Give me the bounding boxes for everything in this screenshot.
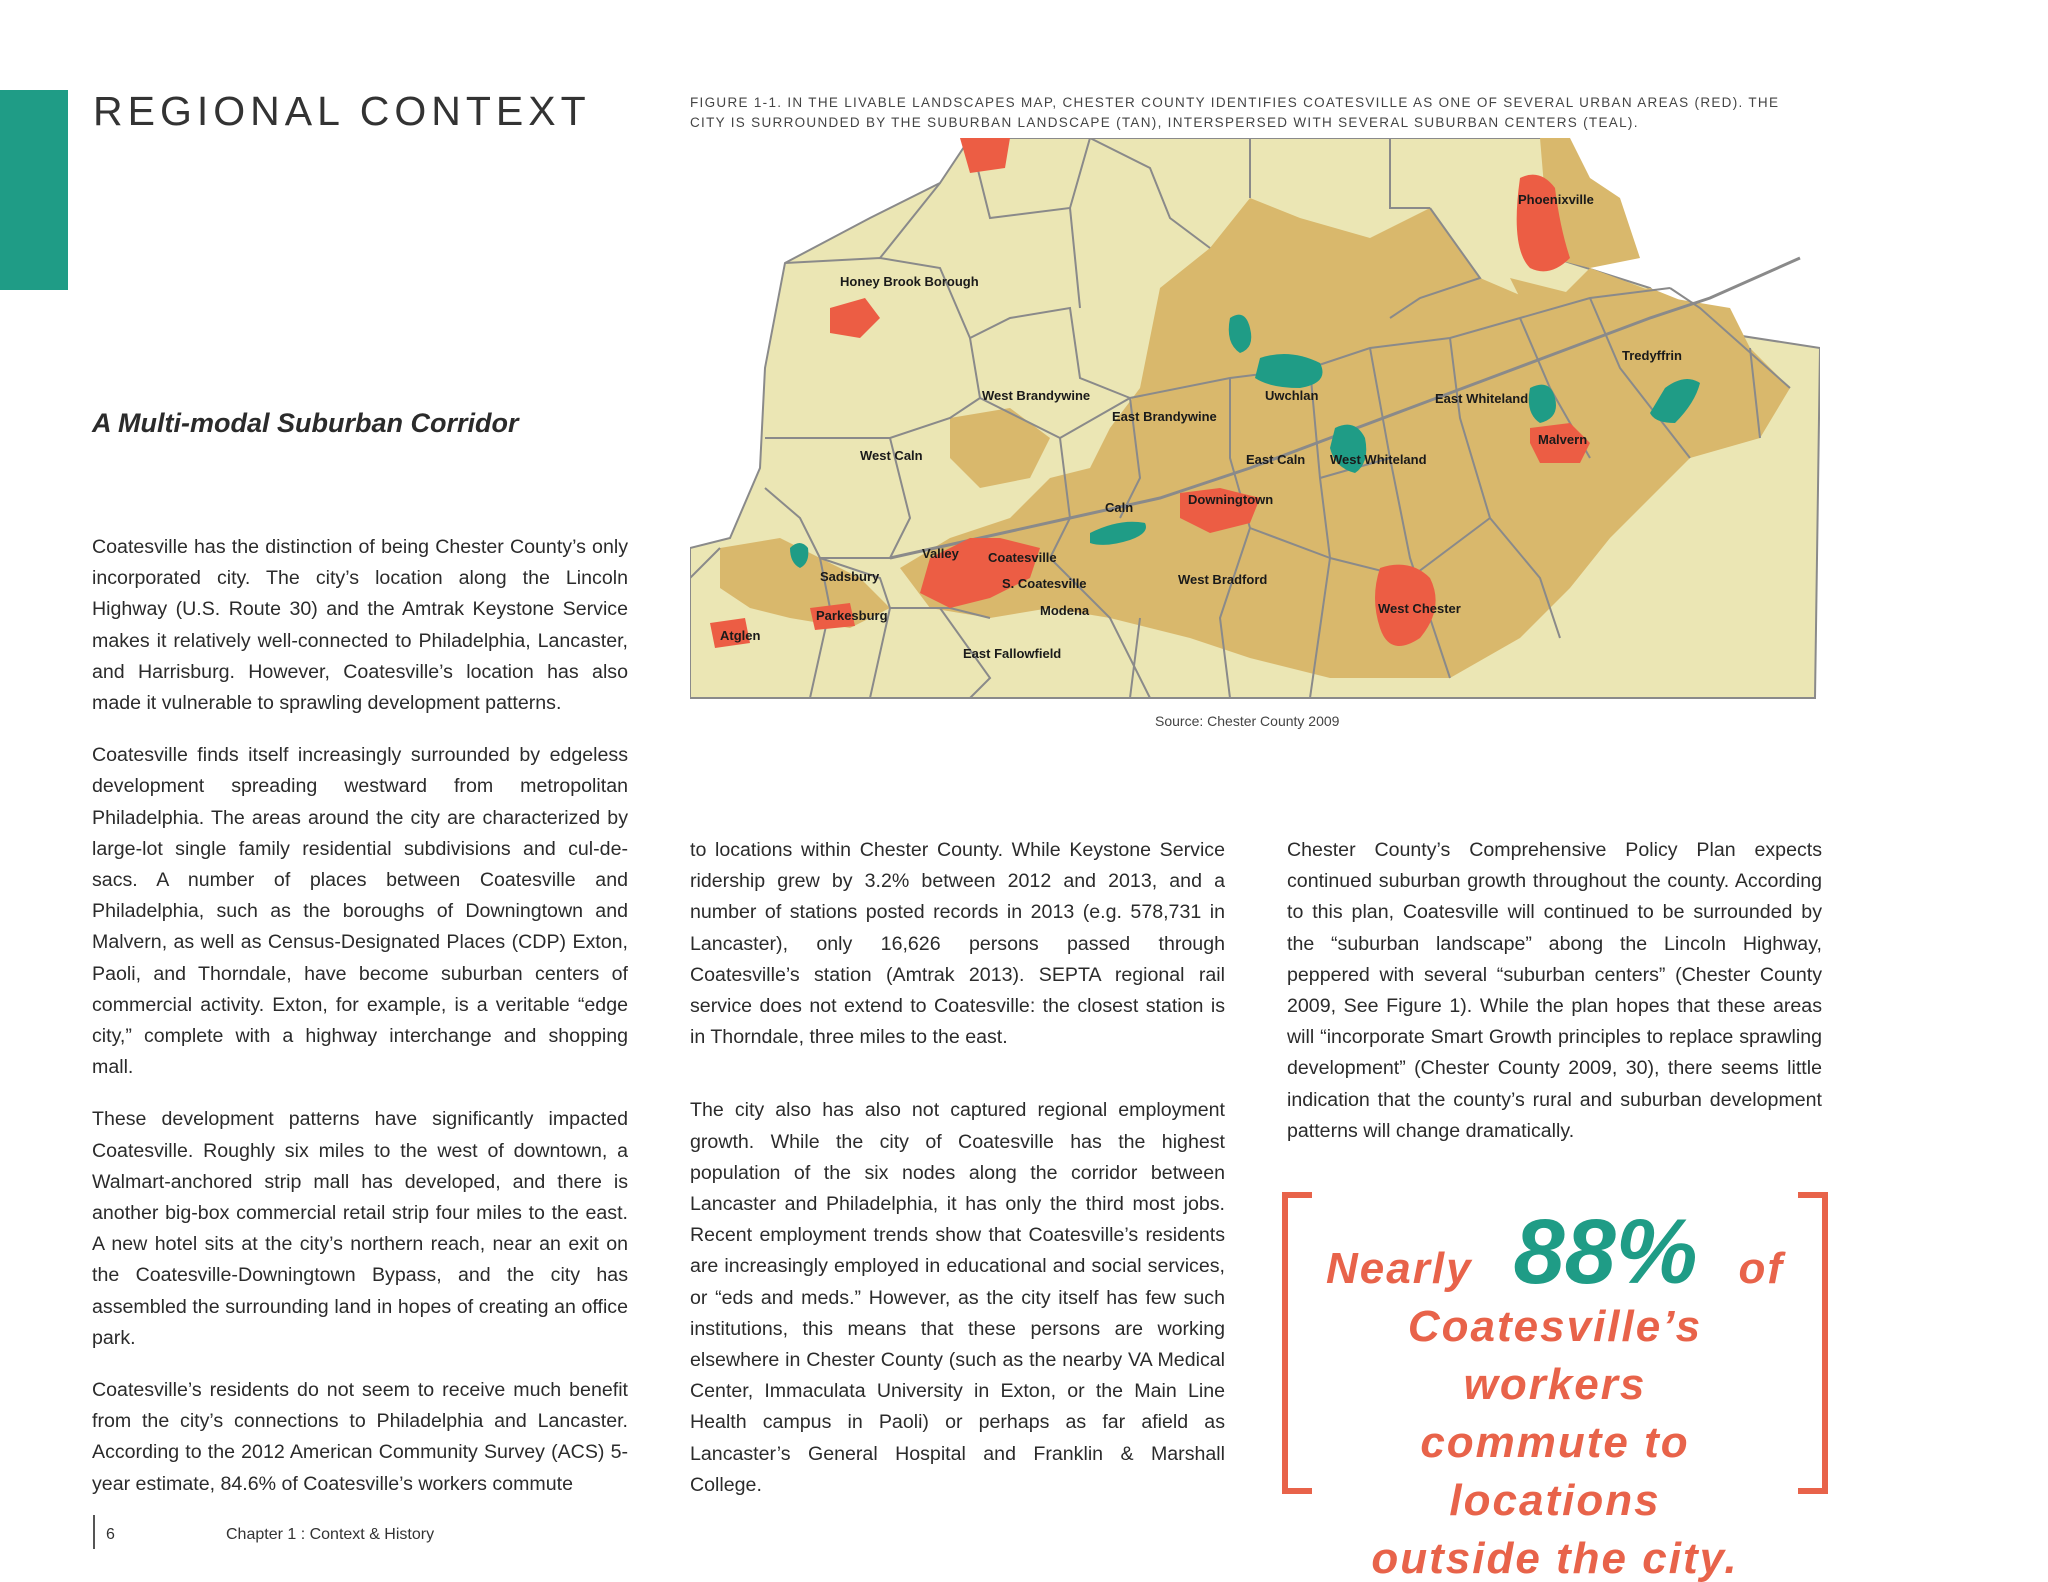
- svg-text:Parkesburg: [816, 608, 888, 623]
- pull-quote-text: [1318, 1201, 1792, 1582]
- svg-text:East Whiteland: [1435, 391, 1528, 406]
- footer-rule: [93, 1515, 95, 1549]
- map-label-west-chester: West Chester: [1378, 601, 1461, 616]
- figure-source: Source: Chester County 2009: [1155, 713, 1340, 729]
- svg-text:Phoenixville: [1518, 192, 1594, 207]
- map-label-west-brandywine: West Brandywine: [982, 388, 1091, 403]
- figure-caption: FIGURE 1-1. IN THE LIVABLE LANDSCAPES MAP, CHESTER COUNTY IDENTIFIES COATESVILLE AS ONE OF SEVERAL URBAN AREAS (RED). THE CITY IS SURROUNDED BY THE SUBURBAN LANDSCAPE (TAN), INTERSPERSED WITH SEVERAL SUBURBAN CENTERS (TEAL).: [690, 95, 1780, 130]
- paragraph: These development patterns have significantly impacted Coatesville. Roughly six miles to the west of downtown, a Walmart-anchored strip mall has developed, and there is another big-box commercial retail strip four miles to the east. A new hotel sits at the city’s northern reach, near an exit on the Coatesville-Downingtown Bypass, and the city has assembled the surrounding land in hopes of creating an office park.: [92, 1108, 628, 1349]
- quote-line-4: outside the city.: [1371, 1534, 1739, 1582]
- map-label-west-caln: West Caln: [860, 448, 923, 463]
- svg-text:West Whiteland: [1330, 452, 1427, 467]
- page-number: 6: [106, 1526, 115, 1543]
- svg-text:West Brandywine: [982, 388, 1090, 403]
- map-label-east-brandywine: East Brandywine: [1112, 409, 1217, 424]
- map-label-west-bradford: West Bradford: [1178, 572, 1268, 587]
- body-column-3: [1287, 835, 1822, 1168]
- quote-line-2: Coatesville’s workers: [1407, 1302, 1703, 1409]
- map-label-atglen: Atglen: [720, 628, 761, 643]
- map-label-parkesburg: Parkesburg: [816, 608, 888, 623]
- section-subtitle: A Multi-modal Suburban Corridor: [92, 408, 519, 438]
- map-label-east-fallowfield: East Fallowfield: [963, 646, 1062, 661]
- svg-text:West Caln: [860, 448, 923, 463]
- livable-landscapes-map: [690, 138, 1820, 700]
- paragraph: Coatesville finds itself increasingly surrounded by edgeless development spreading westward from metropolitan Philadelphia. The areas around the city are characterized by large-lot single family residential subdivisions and cul-de-sacs. A number of places between Coatesville and Philadelphia, such as the boroughs of Downingtown and Malvern, as well as Census-Designated Places (CDP) Exton, Paoli, and Thorndale, have become suburban centers of commercial activity. Exton, for example, is a veritable “edge city,” complete with a highway interchange and shopping mall.: [92, 744, 628, 1079]
- quote-line-3: commute to locations: [1420, 1418, 1690, 1525]
- body-column-1: [92, 532, 628, 1521]
- map-label-uwchlan: Uwchlan: [1265, 388, 1319, 403]
- svg-text:Honey Brook Borough: [840, 274, 979, 289]
- svg-text:East Fallowfield: [963, 646, 1061, 661]
- map-label-east-caln: East Caln: [1246, 452, 1306, 467]
- svg-text:Coatesville: [988, 550, 1057, 565]
- quote-word-of: of: [1738, 1244, 1784, 1293]
- svg-text:West Bradford: [1178, 572, 1267, 587]
- map-label-s-coatesville: S. Coatesville: [1002, 576, 1087, 591]
- svg-text:West Chester: [1378, 601, 1461, 616]
- map-label-sadsbury: Sadsbury: [820, 569, 880, 584]
- paragraph: to locations within Chester County. While Keystone Service ridership grew by 3.2% between 2012 and 2013, and a number of stations posted records in 2013 (e.g. 578,731 in Lancaster), only 16,626 persons passed through Coatesville’s station (Amtrak 2013). SEPTA regional rail service does not extend to Coatesville: the closest station is in Thorndale, three miles to the east.: [690, 839, 1225, 1049]
- svg-text:Malvern: [1538, 432, 1587, 447]
- bracket-left-icon: [1282, 1192, 1312, 1494]
- map-label-honey-brook: Honey Brook Borough: [840, 274, 979, 289]
- paragraph: The city also has also not captured regional employment growth. While the city of Coatesville has the highest population of the six nodes along the corridor between Lancaster and Philadelphia, it has only the third most jobs. Recent employment trends show that Coatesville’s residents are increasingly employed in educational and social services, or “eds and meds.” However, as the city itself has few such institutions, this means that these persons are working elsewhere in Chester County (such as the nearby VA Medical Center, Immaculata University in Exton, or the Main Line Health campus in Paoli) or perhaps as far afield as Lancaster’s General Hospital and Franklin & Marshall College.: [690, 1099, 1225, 1496]
- svg-text:Tredyffrin: [1622, 348, 1682, 363]
- map-label-tredyffrin: Tredyffrin: [1622, 348, 1682, 363]
- svg-text:Modena: [1040, 603, 1090, 618]
- svg-text:Downingtown: [1188, 492, 1273, 507]
- map-label-east-whiteland: East Whiteland: [1435, 391, 1529, 406]
- svg-text:Valley: [922, 546, 960, 561]
- paragraph: Coatesville has the distinction of being Chester County’s only incorporated city. The city’s location along the Lincoln Highway (U.S. Route 30) and the Amtrak Keystone Service makes it relatively well-connected to Philadelphia, Lancaster, and Harrisburg. However, Coatesville’s location has also made it vulnerable to sprawling development patterns.: [92, 536, 628, 715]
- map-label-west-whiteland: West Whiteland: [1330, 452, 1427, 467]
- section-title: REGIONAL CONTEXT: [93, 88, 591, 134]
- pull-quote: [1282, 1192, 1828, 1582]
- svg-text:S. Coatesville: [1002, 576, 1087, 591]
- svg-text:Uwchlan: [1265, 388, 1319, 403]
- paragraph: Coatesville’s residents do not seem to receive much benefit from the city’s connections to Philadelphia and Lancaster. According to the 2012 American Community Survey (ACS) 5-year estimate, 84.6% of Coatesville’s workers commute: [92, 1379, 628, 1495]
- svg-text:East Brandywine: [1112, 409, 1217, 424]
- map-label-phoenixville: Phoenixville: [1518, 192, 1594, 207]
- quote-word-nearly: Nearly: [1326, 1244, 1473, 1293]
- paragraph: Chester County’s Comprehensive Policy Plan expects continued suburban growth throughout the county. According to this plan, Coatesville will continued to be surrounded by the “suburban landscape” abong the Lincoln Highway, peppered with several “suburban centers” (Chester County 2009, See Figure 1). While the plan hopes that these areas will “incorporate Smart Growth principles to replace sprawling development” (Chester County 2009, 30), there seems little indication that the county’s rural and suburban development patterns will change dramatically.: [1287, 839, 1822, 1142]
- svg-text:Sadsbury: [820, 569, 880, 584]
- svg-text:Atglen: [720, 628, 761, 643]
- body-column-2: [690, 835, 1225, 1543]
- map-label-malvern: Malvern: [1538, 432, 1588, 447]
- accent-bar: [0, 90, 68, 290]
- map-label-downingtown: Downingtown: [1188, 492, 1274, 507]
- map-label-valley: Valley: [922, 546, 959, 561]
- map-label-caln: Caln: [1105, 500, 1134, 515]
- bracket-right-icon: [1798, 1192, 1828, 1494]
- quote-percent: 88%: [1513, 1201, 1698, 1303]
- map-label-modena: Modena: [1040, 603, 1090, 618]
- svg-text:East Caln: [1246, 452, 1305, 467]
- map-label-coatesville: Coatesville: [988, 550, 1057, 565]
- svg-text:Caln: [1105, 500, 1133, 515]
- chapter-label: Chapter 1 : Context & History: [226, 1526, 435, 1543]
